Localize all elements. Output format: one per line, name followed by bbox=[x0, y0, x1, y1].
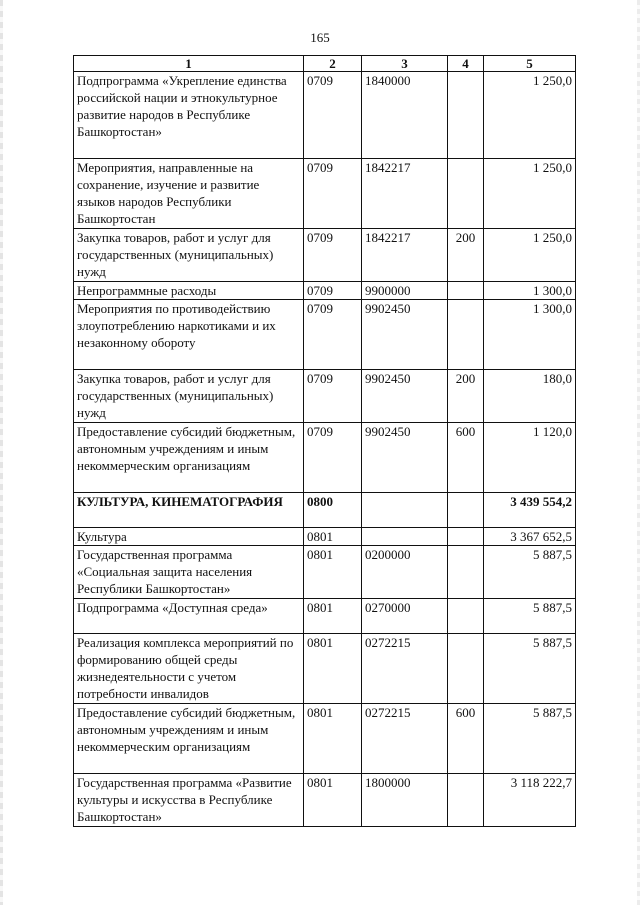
page-number: 165 bbox=[310, 30, 330, 45]
amount-cell: 1 250,0 bbox=[484, 72, 576, 159]
table-row bbox=[74, 634, 576, 704]
item-name-cell: Предоставление субсидий бюджетным, автономным учреждениям и иным некоммерческим организациям bbox=[74, 423, 304, 493]
section-code-cell: 0801 bbox=[304, 599, 362, 634]
expense-type-cell bbox=[448, 493, 484, 528]
expense-type-cell bbox=[448, 282, 484, 300]
section-code-cell: 0709 bbox=[304, 282, 362, 300]
column-header: 2 bbox=[304, 56, 362, 72]
target-code-cell: 0270000 bbox=[362, 599, 448, 634]
expense-type-cell: 600 bbox=[448, 423, 484, 493]
table-row bbox=[74, 528, 576, 546]
table-row bbox=[74, 774, 576, 827]
expense-type-cell bbox=[448, 634, 484, 704]
item-name-cell: Закупка товаров, работ и услуг для государственных (муниципальных) нужд bbox=[74, 229, 304, 282]
item-name-cell: Подпрограмма «Доступная среда» bbox=[74, 599, 304, 634]
expense-type-cell bbox=[448, 546, 484, 599]
table-row bbox=[74, 546, 576, 599]
header-row bbox=[74, 56, 576, 72]
section-code-cell: 0801 bbox=[304, 528, 362, 546]
amount-cell: 5 887,5 bbox=[484, 599, 576, 634]
section-code-cell: 0800 bbox=[304, 493, 362, 528]
target-code-cell bbox=[362, 528, 448, 546]
target-code-cell bbox=[362, 493, 448, 528]
item-name-cell: КУЛЬТУРА, КИНЕМАТОГРАФИЯ bbox=[74, 493, 304, 528]
amount-cell: 1 250,0 bbox=[484, 229, 576, 282]
table-row bbox=[74, 300, 576, 370]
column-header: 5 bbox=[484, 56, 576, 72]
target-code-cell: 1842217 bbox=[362, 229, 448, 282]
amount-cell: 3 367 652,5 bbox=[484, 528, 576, 546]
item-name-cell: Мероприятия, направленные на сохранение, изучение и развитие языков народов Республики Башкортостан bbox=[74, 159, 304, 229]
target-code-cell: 0272215 bbox=[362, 704, 448, 774]
expense-type-cell: 200 bbox=[448, 370, 484, 423]
target-code-cell: 1840000 bbox=[362, 72, 448, 159]
target-code-cell: 9902450 bbox=[362, 300, 448, 370]
amount-cell: 3 439 554,2 bbox=[484, 493, 576, 528]
item-name-cell: Закупка товаров, работ и услуг для государственных (муниципальных) нужд bbox=[74, 370, 304, 423]
target-code-cell: 0272215 bbox=[362, 634, 448, 704]
column-header: 4 bbox=[448, 56, 484, 72]
target-code-cell: 9902450 bbox=[362, 423, 448, 493]
expense-type-cell bbox=[448, 774, 484, 827]
section-code-cell: 0709 bbox=[304, 423, 362, 493]
target-code-cell: 9900000 bbox=[362, 282, 448, 300]
section-code-cell: 0709 bbox=[304, 159, 362, 229]
expense-type-cell bbox=[448, 159, 484, 229]
section-code-cell: 0709 bbox=[304, 72, 362, 159]
table-row bbox=[74, 599, 576, 634]
item-name-cell: Культура bbox=[74, 528, 304, 546]
item-name-cell: Государственная программа «Развитие культуры и искусства в Республике Башкортостан» bbox=[74, 774, 304, 827]
amount-cell: 5 887,5 bbox=[484, 634, 576, 704]
scan-edge-left bbox=[0, 0, 3, 905]
table-row bbox=[74, 493, 576, 528]
table-row bbox=[74, 159, 576, 229]
table-row bbox=[74, 282, 576, 300]
section-code-cell: 0801 bbox=[304, 546, 362, 599]
section-code-cell: 0709 bbox=[304, 300, 362, 370]
amount-cell: 1 300,0 bbox=[484, 282, 576, 300]
expense-type-cell bbox=[448, 528, 484, 546]
table-row bbox=[74, 370, 576, 423]
amount-cell: 5 887,5 bbox=[484, 704, 576, 774]
amount-cell: 3 118 222,7 bbox=[484, 774, 576, 827]
section-code-cell: 0709 bbox=[304, 229, 362, 282]
amount-cell: 180,0 bbox=[484, 370, 576, 423]
amount-cell: 1 250,0 bbox=[484, 159, 576, 229]
table-row bbox=[74, 704, 576, 774]
item-name-cell: Предоставление субсидий бюджетным, автономным учреждениям и иным некоммерческим организациям bbox=[74, 704, 304, 774]
item-name-cell: Мероприятия по противодействию злоупотреблению наркотиками и их незаконному обороту bbox=[74, 300, 304, 370]
target-code-cell: 1842217 bbox=[362, 159, 448, 229]
table-body bbox=[74, 72, 576, 827]
column-header: 3 bbox=[362, 56, 448, 72]
expense-type-cell bbox=[448, 599, 484, 634]
item-name-cell: Реализация комплекса мероприятий по формированию общей среды жизнедеятельности с учетом потребности инвалидов bbox=[74, 634, 304, 704]
item-name-cell: Государственная программа «Социальная защита населения Республики Башкортостан» bbox=[74, 546, 304, 599]
column-header: 1 bbox=[74, 56, 304, 72]
expense-type-cell: 200 bbox=[448, 229, 484, 282]
amount-cell: 5 887,5 bbox=[484, 546, 576, 599]
item-name-cell: Непрограммные расходы bbox=[74, 282, 304, 300]
target-code-cell: 0200000 bbox=[362, 546, 448, 599]
table-row bbox=[74, 229, 576, 282]
expense-type-cell bbox=[448, 300, 484, 370]
budget-table bbox=[73, 55, 576, 827]
section-code-cell: 0801 bbox=[304, 634, 362, 704]
target-code-cell: 9902450 bbox=[362, 370, 448, 423]
expense-type-cell: 600 bbox=[448, 704, 484, 774]
table-row bbox=[74, 72, 576, 159]
section-code-cell: 0801 bbox=[304, 704, 362, 774]
table-row bbox=[74, 423, 576, 493]
amount-cell: 1 300,0 bbox=[484, 300, 576, 370]
amount-cell: 1 120,0 bbox=[484, 423, 576, 493]
item-name-cell: Подпрограмма «Укрепление единства российской нации и этнокультурное развитие народов в Республике Башкортостан» bbox=[74, 72, 304, 159]
section-code-cell: 0709 bbox=[304, 370, 362, 423]
section-code-cell: 0801 bbox=[304, 774, 362, 827]
expense-type-cell bbox=[448, 72, 484, 159]
target-code-cell: 1800000 bbox=[362, 774, 448, 827]
